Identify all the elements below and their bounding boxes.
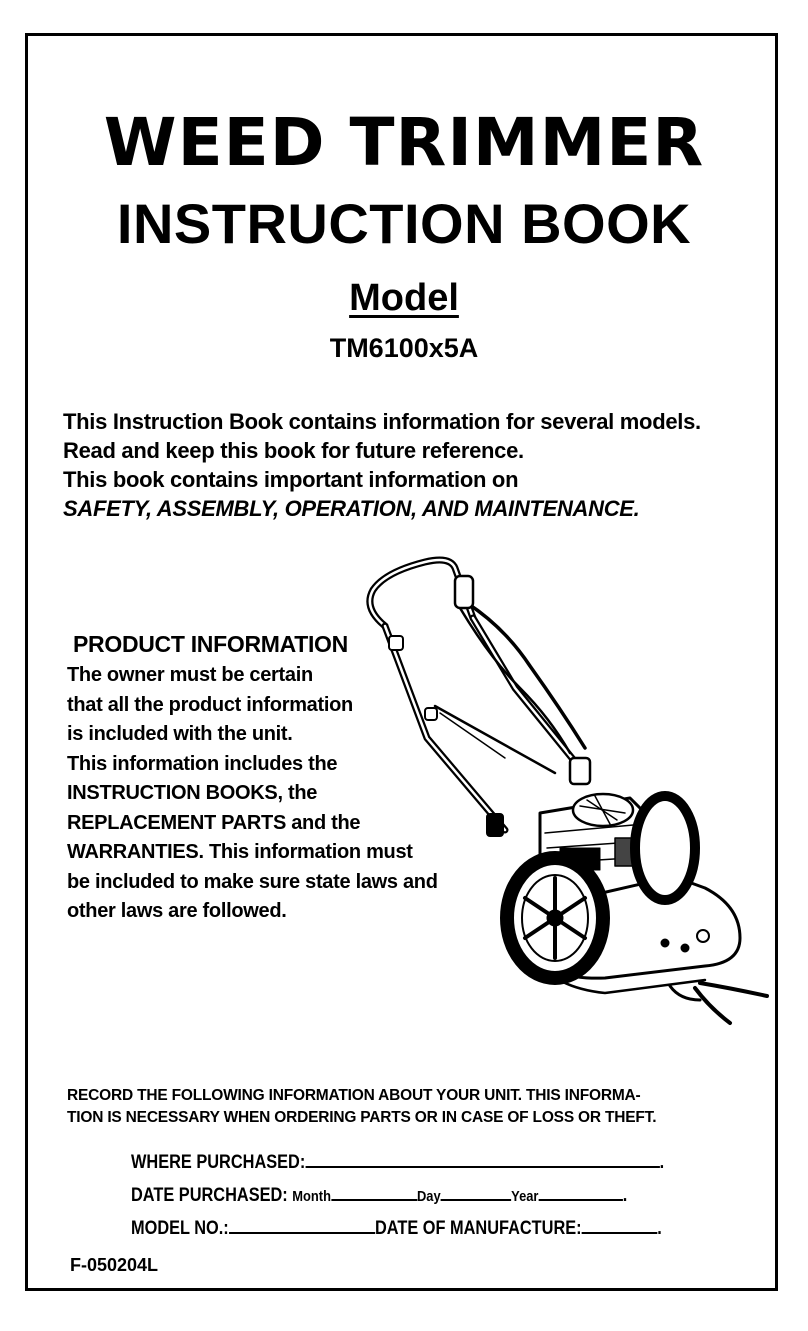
product-info-line: that all the product information	[67, 693, 353, 716]
intro-line: This Instruction Book contains information for several models.	[63, 409, 701, 434]
date-purchased-row	[131, 1181, 627, 1210]
product-info-line: REPLACEMENT PARTS and the	[67, 811, 361, 834]
document-title: WEED TRIMMER	[103, 104, 705, 181]
product-info-heading: PRODUCT INFORMATION	[73, 631, 348, 657]
intro-paragraph	[63, 407, 783, 523]
record-line: TION IS NECESSARY WHEN ORDERING PARTS OR IN CASE OF LOSS OR THEFT.	[67, 1109, 657, 1126]
product-info-line: is included with the unit.	[67, 723, 293, 745]
month-field[interactable]	[331, 1181, 417, 1201]
month-label: Month	[292, 1188, 331, 1205]
intro-topics: SAFETY, ASSEMBLY, OPERATION, AND MAINTENANCE.	[63, 496, 640, 521]
date-purchased-label: DATE PURCHASED:	[131, 1185, 288, 1206]
date-of-manufacture-label: DATE OF MANUFACTURE:	[374, 1218, 582, 1239]
where-purchased-row	[131, 1148, 664, 1176]
record-line: RECORD THE FOLLOWING INFORMATION ABOUT YOUR UNIT. THIS INFORMA-	[67, 1087, 641, 1104]
product-info-line: WARRANTIES. This information must	[67, 841, 413, 863]
model-label: Model	[349, 277, 459, 319]
product-info-body	[67, 661, 438, 927]
record-notice	[67, 1085, 656, 1129]
product-info-line: other laws are followed.	[67, 900, 287, 922]
where-purchased-field[interactable]	[305, 1148, 659, 1168]
model-no-row	[131, 1214, 662, 1242]
model-no-field[interactable]	[229, 1214, 375, 1234]
date-purchased-period: .	[622, 1185, 628, 1206]
model-no-label: MODEL NO.:	[131, 1218, 229, 1239]
model-no-period: .	[657, 1218, 662, 1239]
product-info-line: This information includes the	[67, 752, 338, 775]
day-field[interactable]	[441, 1181, 512, 1201]
model-number: TM6100x5A	[329, 333, 479, 363]
product-info-line: The owner must be certain	[67, 664, 313, 686]
where-purchased-period: .	[659, 1152, 665, 1173]
intro-line: Read and keep this book for future reference.	[63, 438, 524, 463]
document-subtitle: INSTRUCTION BOOK	[116, 192, 692, 255]
year-field[interactable]	[538, 1181, 622, 1201]
product-info-line: be included to make sure state laws and	[67, 870, 438, 893]
where-purchased-label: WHERE PURCHASED:	[131, 1152, 306, 1173]
day-label: Day	[416, 1188, 441, 1205]
year-label: Year	[511, 1188, 539, 1205]
form-code: F-050204L	[70, 1255, 159, 1275]
product-info-line: INSTRUCTION BOOKS, the	[67, 782, 318, 804]
date-of-manufacture-field[interactable]	[582, 1214, 658, 1234]
intro-line: This book contains important information on	[63, 467, 519, 492]
